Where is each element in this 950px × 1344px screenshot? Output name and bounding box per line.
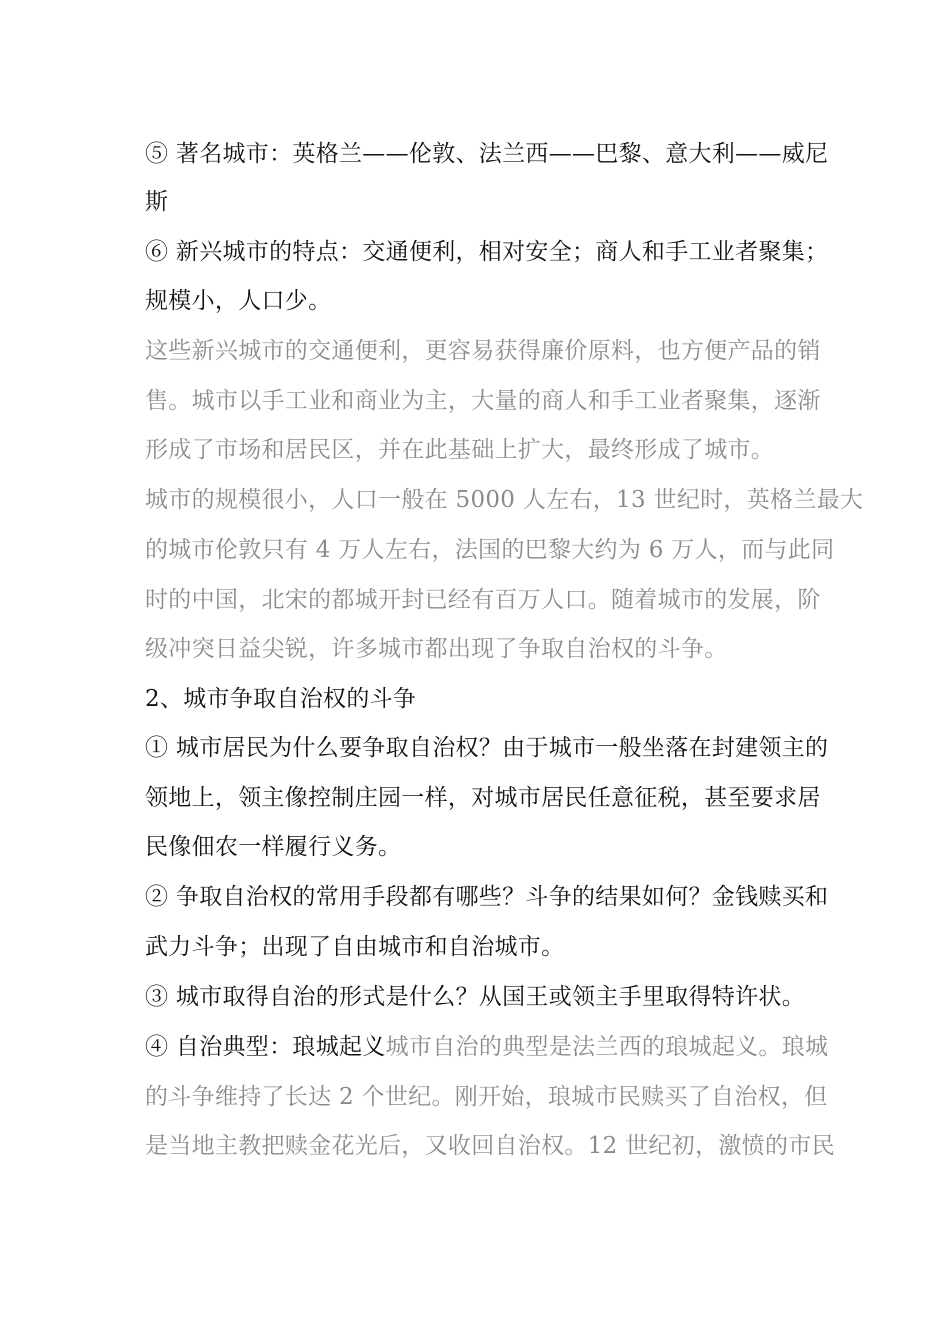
note-line-1: 这些新兴城市的交通便利，更容易获得廉价原料，也方便产品的销 — [145, 338, 821, 364]
note-line-9: 是当地主教把赎金花光后，又收回自治权。12 世纪初，激愤的市民 — [145, 1133, 835, 1159]
text-line-famous-cities-cont: 斯 — [145, 189, 169, 215]
text-line-typical-case — [145, 1032, 829, 1062]
typical-case-note: 城市自治的典型是法兰西的琅城起义。琅城 — [385, 1034, 829, 1060]
text-line-new-city-features: ⑥ 新兴城市的特点：交通便利，相对安全；商人和手工业者聚集； — [145, 239, 829, 265]
note-line-4: 城市的规模很小，人口一般在 5000 人左右，13 世纪时，英格兰最大 — [145, 487, 864, 513]
text-line-why-autonomy: ① 城市居民为什么要争取自治权？由于城市一般坐落在封建领主的 — [145, 735, 829, 761]
text-line-methods-cont: 武力斗争；出现了自由城市和自治城市。 — [145, 934, 565, 960]
note-line-2: 售。城市以手工业和商业为主，大量的商人和手工业者聚集，逐渐 — [145, 388, 821, 414]
text-line-famous-cities: ⑤ 著名城市：英格兰——伦敦、法兰西——巴黎、意大利——威尼 — [145, 141, 829, 167]
note-line-3: 形成了市场和居民区，并在此基础上扩大，最终形成了城市。 — [145, 437, 775, 463]
note-line-5: 的城市伦敦只有 4 万人左右，法国的巴黎大约为 6 万人，而与此同 — [145, 537, 835, 563]
text-line-new-city-features-cont: 规模小，人口少。 — [145, 288, 332, 314]
note-line-7: 级冲突日益尖锐，许多城市都出现了争取自治权的斗争。 — [145, 636, 728, 662]
note-line-6: 时的中国，北宋的都城开封已经有百万人口。随着城市的发展，阶 — [145, 587, 821, 613]
text-line-methods: ② 争取自治权的常用手段都有哪些？斗争的结果如何？金钱赎买和 — [145, 884, 829, 910]
note-line-8: 的斗争维持了长达 2 个世纪。刚开始，琅城市民赎买了自治权，但 — [145, 1084, 828, 1110]
section-heading-autonomy-struggle: 2、城市争取自治权的斗争 — [145, 686, 417, 712]
text-line-form-of-autonomy: ③ 城市取得自治的形式是什么？从国王或领主手里取得特许状。 — [145, 984, 806, 1010]
typical-case-label: ④ 自治典型：琅城起义 — [145, 1034, 386, 1060]
text-line-why-autonomy-cont1: 领地上，领主像控制庄园一样，对城市居民任意征税，甚至要求居 — [145, 785, 821, 811]
text-line-why-autonomy-cont2: 民像佃农一样履行义务。 — [145, 834, 402, 860]
